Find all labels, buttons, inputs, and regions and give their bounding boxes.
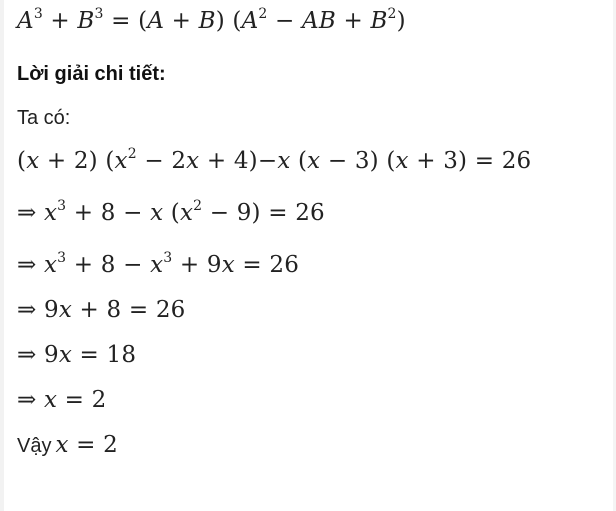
solution-heading: Lời giải chi tiết:	[17, 63, 166, 85]
conclusion-label: Vậy	[17, 435, 52, 457]
cube-sum-identity: $A^3 + B^3 = (A + B) (A^2$ − AB + $B^2$)	[17, 6, 406, 34]
left-divider	[0, 0, 4, 511]
conclusion	[17, 432, 118, 458]
step-1: (x + 2) $(x^2 - 2x + 4)-x$ (x − 3) (x + 3) = 26	[17, 146, 532, 174]
step-6: ⇒ x = 2	[17, 387, 107, 413]
step-2: ⇒ $x^3 + 8 - x$ $(x^2 - 9) = 26$	[17, 198, 325, 226]
step-5: ⇒ 9x = 18	[17, 342, 137, 368]
step-4: ⇒ 9x + 8 = 26	[17, 297, 186, 323]
conclusion-math: x = 2	[55, 432, 118, 458]
step-3: ⇒ $x^3 + 8 - x^3 + 9x = 26$	[17, 250, 300, 278]
intro-text: Ta có:	[17, 107, 71, 129]
